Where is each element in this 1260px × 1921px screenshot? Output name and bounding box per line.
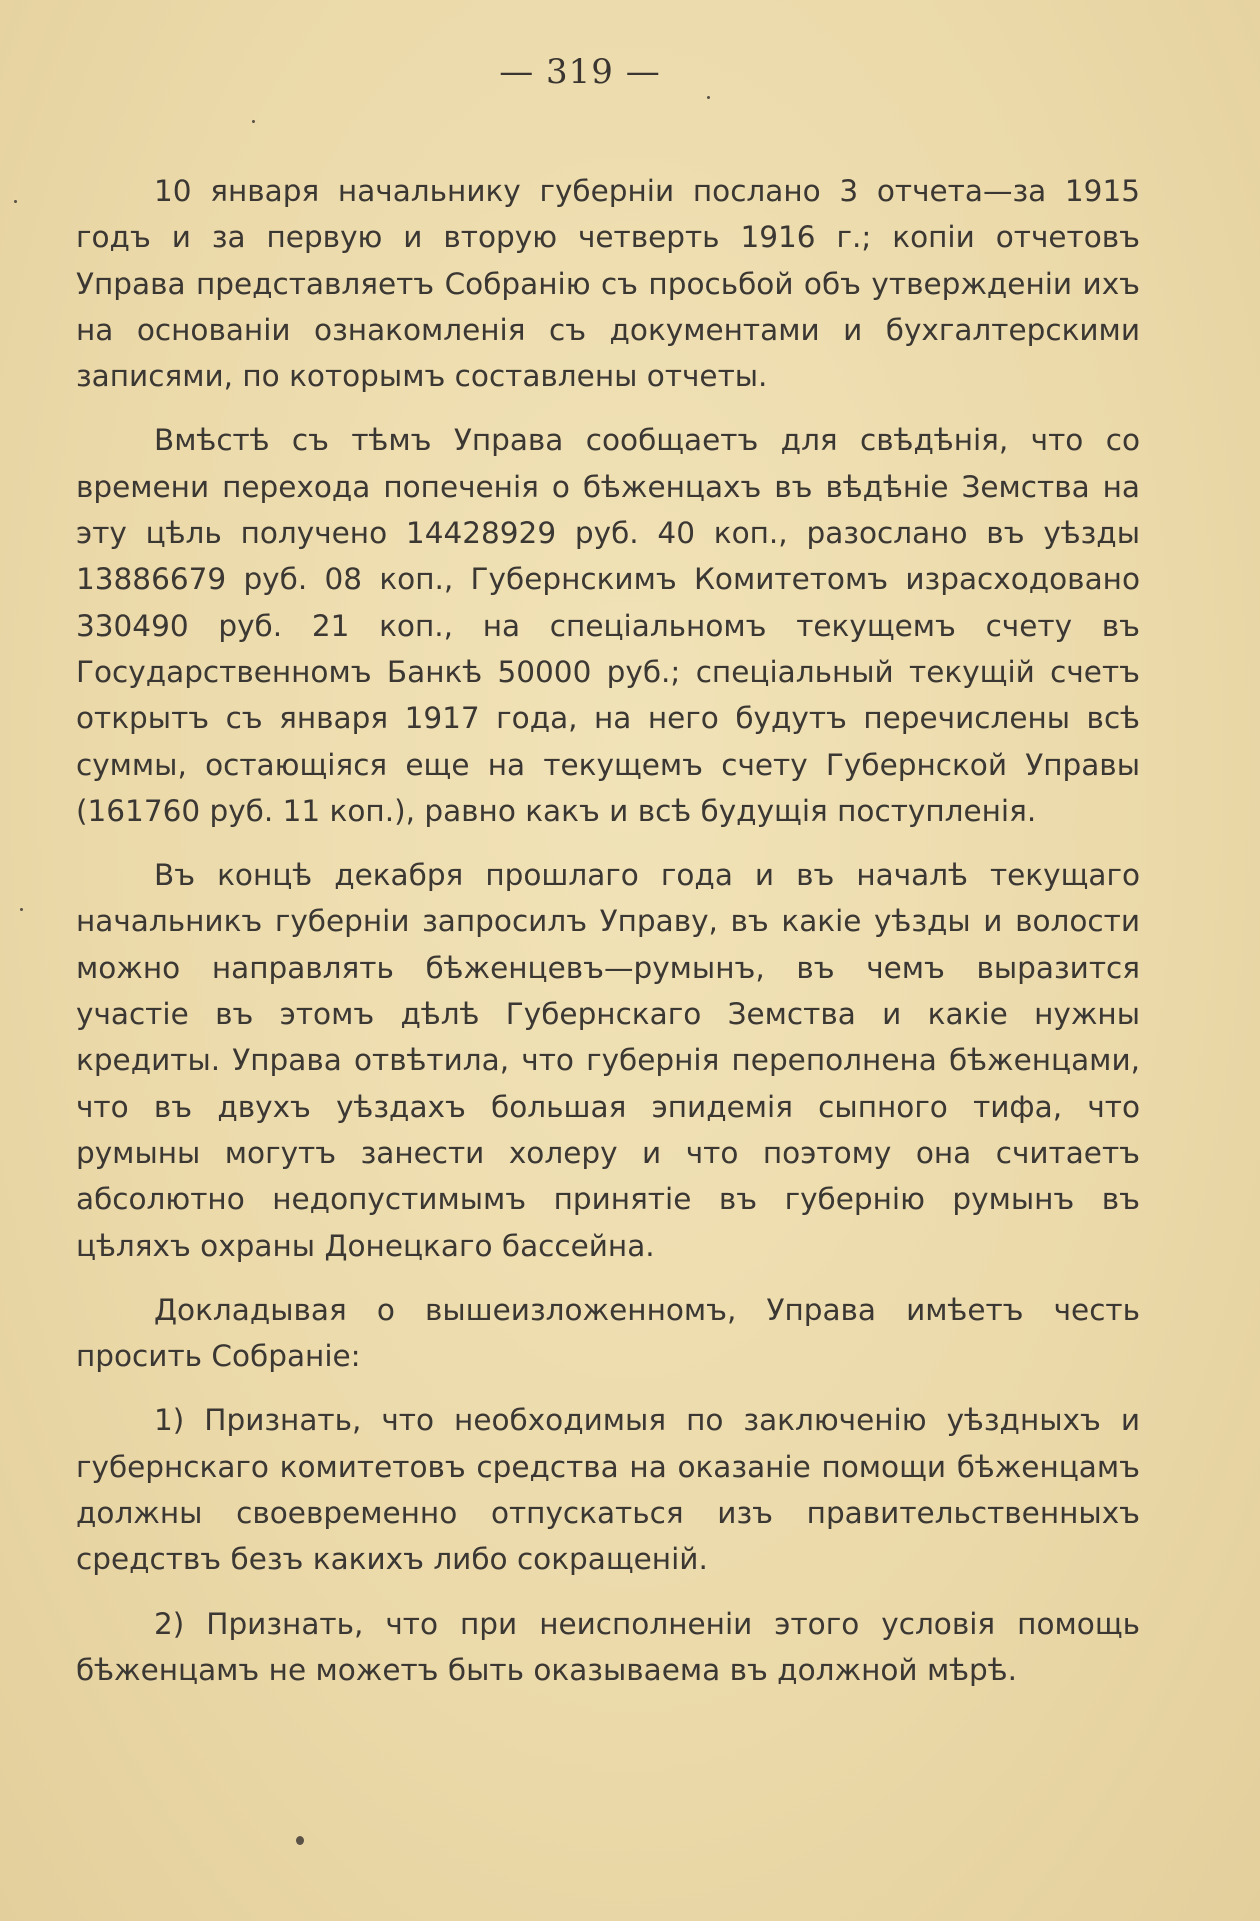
paper-speck — [20, 908, 23, 911]
paper-speck — [296, 1836, 304, 1845]
paper-speck — [707, 96, 710, 99]
paragraph-romanian-refugees: Въ концѣ декабря прошлаго года и въ началѣ текущаго начальникъ губерніи запросилъ Управу, въ какіе уѣзды и волости можно направлять бѣженцевъ—румынъ, въ чемъ выразится участіе въ этомъ дѣлѣ Губернскаго Земства и какіе нужны кредиты. Управа отвѣтила, что губернія переполнена бѣженцами, что въ двухъ уѣздахъ большая эпидемія сыпного тифа, что румыны могутъ занести холеру и что поэтому она считаетъ абсолютно недопустимымъ принятіе въ губернію румынъ въ цѣляхъ охраны Донецкаго бассейна. — [76, 858, 1140, 1263]
page-number: — 319 — — [499, 52, 661, 92]
paragraph-reports: 10 января начальнику губерніи послано 3 отчета—за 1915 годъ и за первую и вторую четверть 1916 г.; копіи отчетовъ Управа представляетъ Собранію съ просьбой объ утвержденіи ихъ на основаніи ознакомленія съ документами и бухгалтерскими записями, по которымъ составлены отчеты. — [76, 174, 1140, 394]
paper-speck — [252, 120, 255, 123]
paragraph-resolution-1: 1) Признать, что необходимыя по заключенію уѣздныхъ и губернскаго комитетовъ средства на оказаніе помощи бѣженцамъ должны своевременно отпускаться изъ правительственныхъ средствъ безъ какихъ либо сокращеній. — [76, 1403, 1140, 1577]
paragraph-refugee-funds: Вмѣстѣ съ тѣмъ Управа сообщаетъ для свѣдѣнія, что со времени перехода попеченія о бѣженцахъ въ вѣдѣніе Земства на эту цѣль получено 14428929 руб. 40 коп., разослано въ уѣзды 13886679 руб. 08 коп., Губернскимъ Комитетомъ израсходовано 330490 руб. 21 коп., на спеціальномъ текущемъ счету въ Государственномъ Банкѣ 50000 руб.; спеціальный текущій счетъ открытъ съ января 1917 года, на него будутъ перечислены всѣ суммы, остающіяся еще на текущемъ счету Губернской Управы (161760 руб. 11 коп.), равно какъ и всѣ будущія поступленія. — [76, 423, 1140, 828]
paragraph-request-intro: Докладывая о вышеизложенномъ, Управа имѣетъ честь просить Собраніе: — [76, 1292, 1140, 1374]
paper-speck — [14, 200, 17, 203]
paragraph-resolution-2: 2) Признать, что при неисполненіи этого условія помощь бѣженцамъ не можетъ быть оказываема въ должной мѣрѣ. — [76, 1606, 1140, 1687]
body-text — [76, 168, 1140, 1711]
